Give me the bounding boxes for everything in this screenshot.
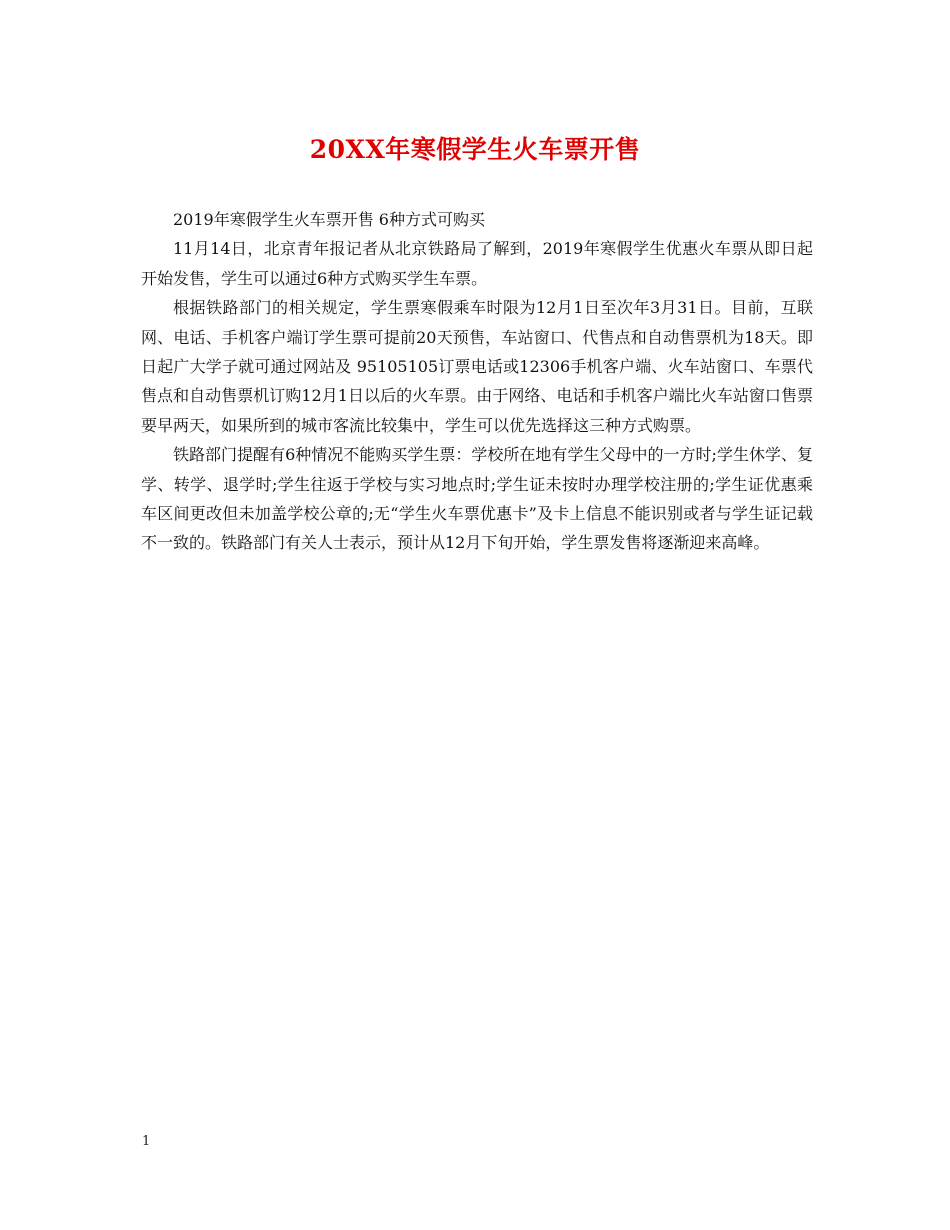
document-title: 20XX年寒假学生火车票开售 (309, 135, 641, 164)
paragraph-intro: 11月14日，北京青年报记者从北京铁路局了解到，2019年寒假学生优惠火车票从即日起开始发售，学生可以通过6种方式购买学生车票。 (141, 239, 813, 288)
paragraph-subtitle: 2019年寒假学生火车票开售 6种方式可购买 (173, 210, 485, 229)
article-body (141, 205, 813, 558)
page-number: 1 (142, 1134, 151, 1149)
paragraph-regulations: 根据铁路部门的相关规定，学生票寒假乘车时限为12月1日至次年3月31日。目前，互联网、电话、手机客户端订学生票可提前20天预售，车站窗口、代售点和自动售票机为18天。即日起广大学子就可通过网站及 95105105订票电话或12306手机客户端、火车站窗口、车票代售点和自动售票机订购12月1日以后的火车票。由于网络、电话和手机客户端比火车站窗口售票要早两天，如果所到的城市客流比较集中，学生可以优先选择这三种方式购票。 (141, 298, 813, 435)
paragraph-restrictions: 铁路部门提醒有6种情况不能购买学生票：学校所在地有学生父母中的一方时;学生休学、复学、转学、退学时;学生往返于学校与实习地点时;学生证未按时办理学校注册的;学生证优惠乘车区间更改但未加盖学校公章的;无“学生火车票优惠卡”及卡上信息不能识别或者与学生证记载不一致的。铁路部门有关人士表示，预计从12月下旬开始，学生票发售将逐渐迎来高峰。 (141, 445, 813, 553)
